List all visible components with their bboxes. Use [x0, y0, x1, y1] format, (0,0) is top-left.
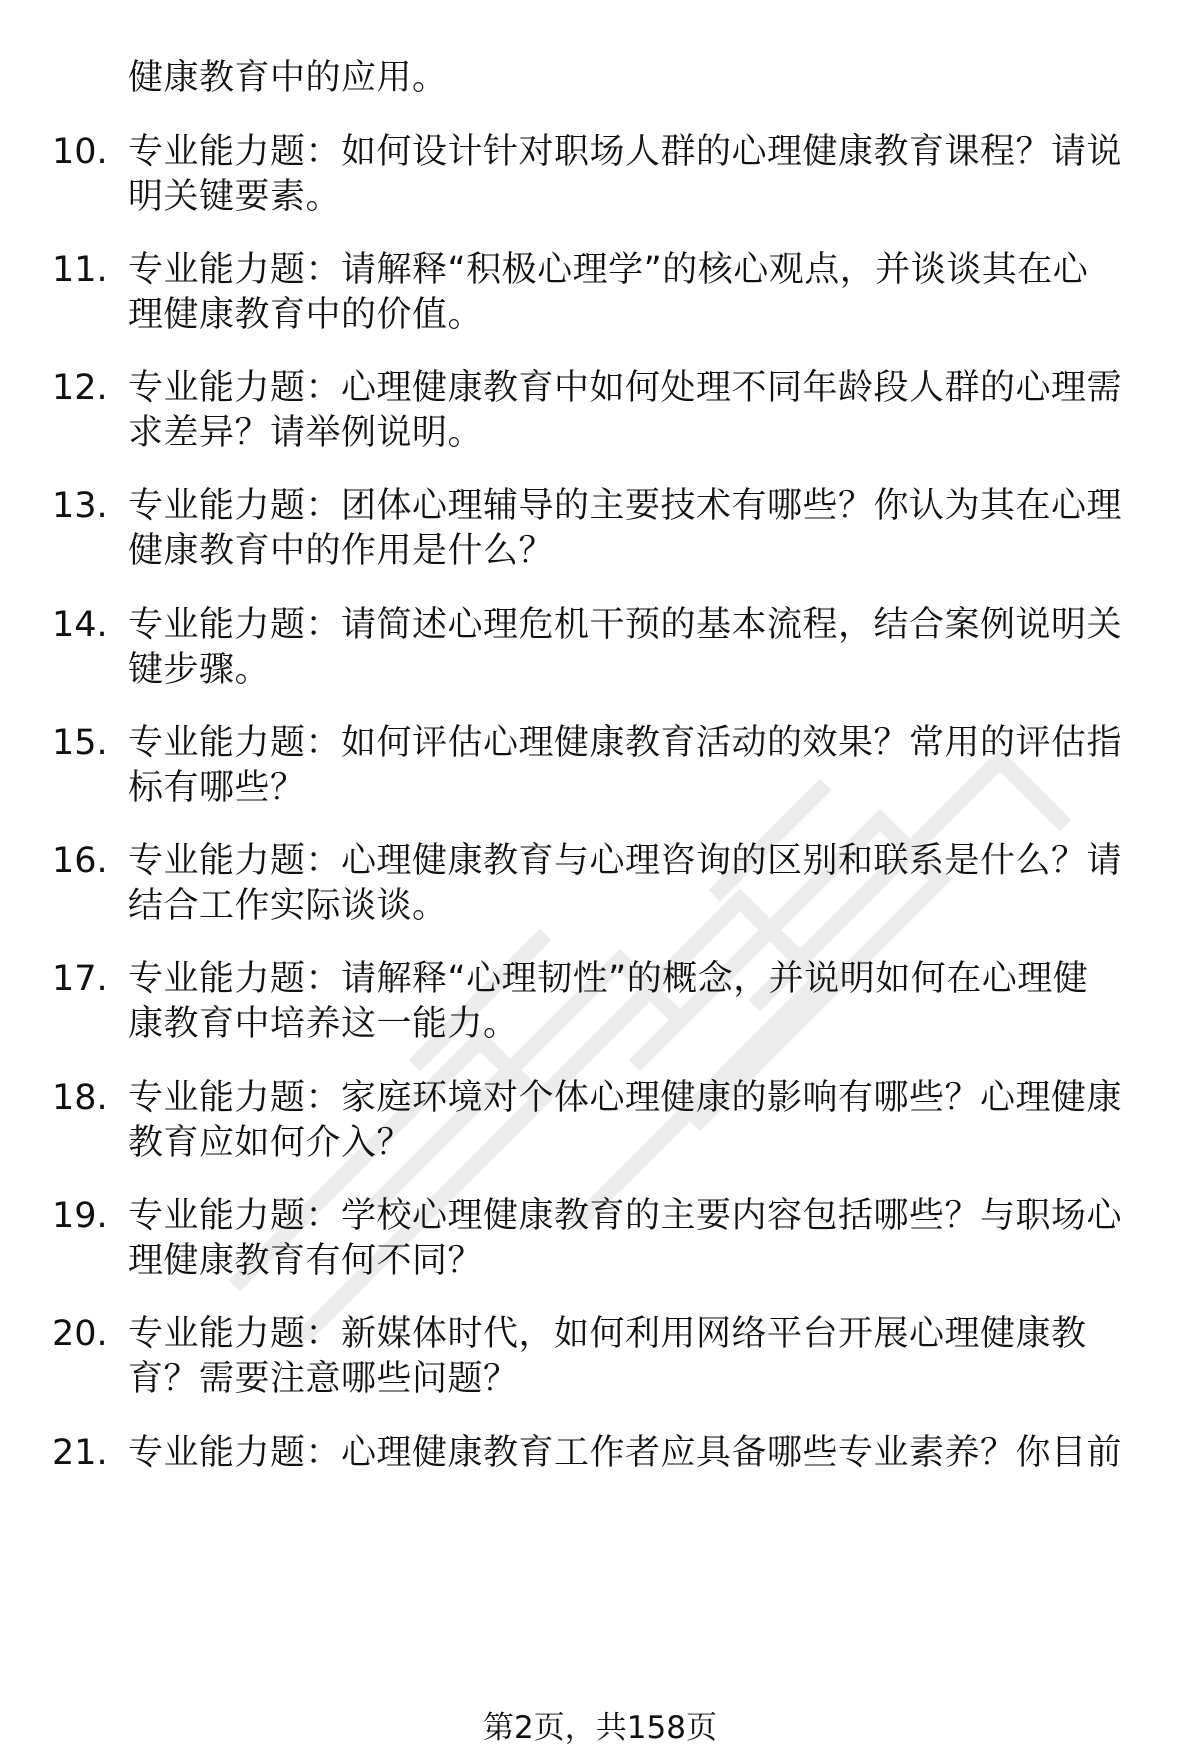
item-number: 10.: [52, 132, 108, 172]
item-line: 专业能力题：新媒体时代，如何利用网络平台开展心理健康教: [128, 1314, 1087, 1354]
item-line: 专业能力题：如何设计针对职场人群的心理健康教育课程？请说: [128, 132, 1123, 172]
item-number: 12.: [52, 368, 108, 408]
item-line: 专业能力题：请简述心理危机干预的基本流程，结合案例说明关: [128, 605, 1123, 645]
continuation-line: 健康教育中的应用。: [128, 58, 448, 98]
item-number: 17.: [52, 959, 108, 999]
item-number: 21.: [52, 1433, 108, 1473]
item-line: 理健康教育有何不同？: [128, 1241, 484, 1281]
item-line: 理健康教育中的价值。: [128, 295, 484, 335]
item-line: 明关键要素。: [128, 177, 342, 217]
item-line: 教育应如何介入？: [128, 1123, 413, 1163]
item-number: 13.: [52, 486, 108, 526]
page-footer: 第2页，共158页: [483, 1710, 717, 1746]
item-number: 19.: [52, 1196, 108, 1236]
item-line: 专业能力题：心理健康教育工作者应具备哪些专业素养？你目前: [128, 1433, 1123, 1473]
item-number: 15.: [52, 723, 108, 763]
item-number: 16.: [52, 841, 108, 881]
item-line: 专业能力题：心理健康教育与心理咨询的区别和联系是什么？请: [128, 841, 1123, 881]
item-line: 专业能力题：学校心理健康教育的主要内容包括哪些？与职场心: [128, 1196, 1123, 1236]
item-number: 14.: [52, 605, 108, 645]
item-line: 结合工作实际谈谈。: [128, 886, 448, 926]
item-line: 专业能力题：请解释“心理韧性”的概念，并说明如何在心理健: [128, 959, 1089, 999]
item-line: 键步骤。: [128, 650, 271, 690]
item-line: 专业能力题：心理健康教育中如何处理不同年龄段人群的心理需: [128, 368, 1123, 408]
item-line: 专业能力题：团体心理辅导的主要技术有哪些？你认为其在心理: [128, 486, 1123, 526]
item-line: 专业能力题：如何评估心理健康教育活动的效果？常用的评估指: [128, 723, 1123, 763]
item-line: 康教育中培养这一能力。: [128, 1004, 519, 1044]
item-line: 育？需要注意哪些问题？: [128, 1359, 519, 1399]
item-line: 求差异？请举例说明。: [128, 413, 484, 453]
item-line: 标有哪些？: [128, 768, 306, 808]
item-line: 专业能力题：请解释“积极心理学”的核心观点，并谈谈其在心: [128, 250, 1089, 290]
item-line: 健康教育中的作用是什么？: [128, 531, 555, 571]
item-line: 专业能力题：家庭环境对个体心理健康的影响有哪些？心理健康: [128, 1078, 1123, 1118]
item-number: 20.: [52, 1314, 108, 1354]
item-number: 18.: [52, 1078, 108, 1118]
item-number: 11.: [52, 250, 108, 290]
